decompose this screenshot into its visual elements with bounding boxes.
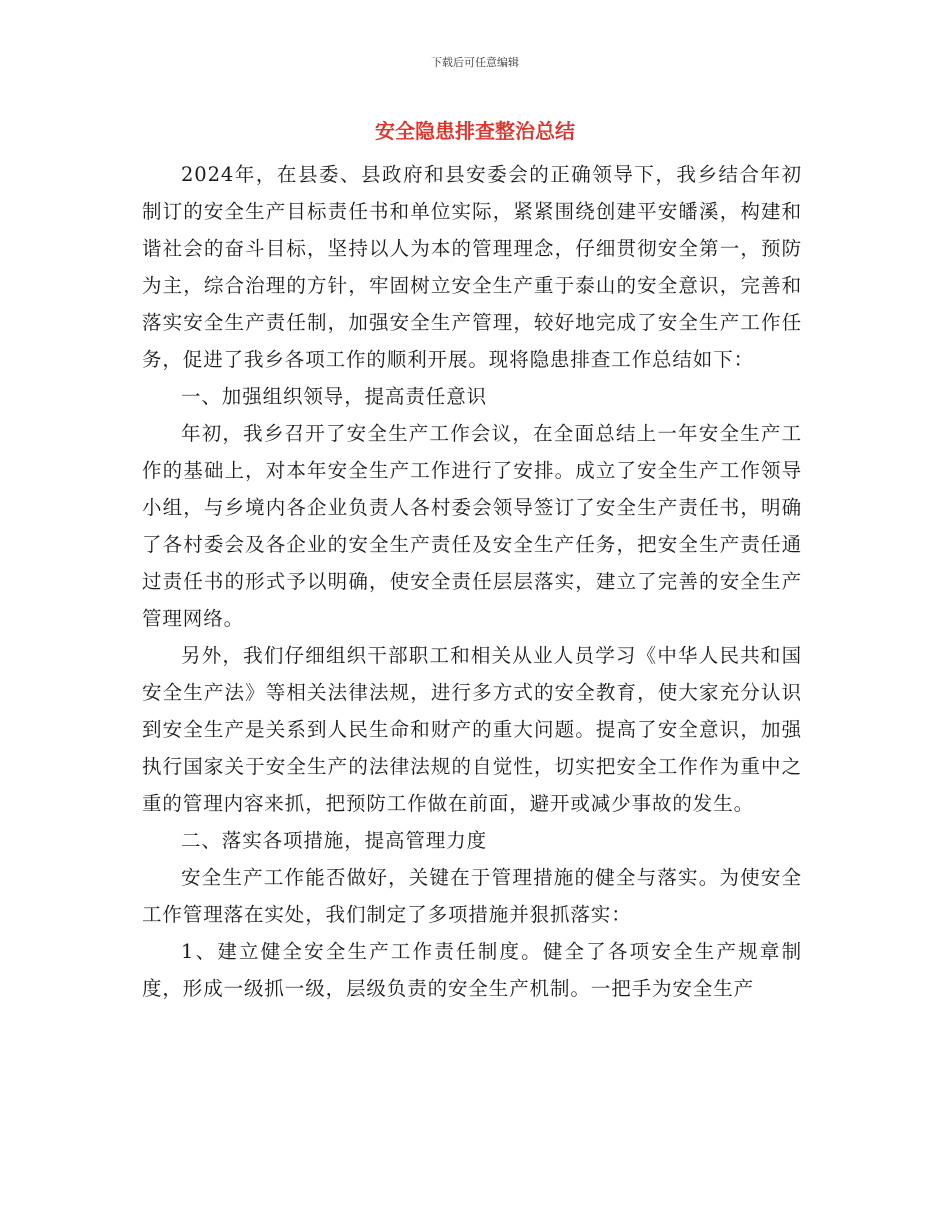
- paragraph-section-1-a: 年初，我乡召开了安全生产工作会议，在全面总结上一年安全生产工作的基础上，对本年安全生产工作进行了安排。成立了安全生产工作领导小组，与乡境内各企业负责人各村委会领导签订了安全生产责任书，明确了各村委会及各企业的安全生产责任及安全生产任务，把安全生产责任通过责任书的形式予以明确，使安全责任层层落实，建立了完善的安全生产管理网络。: [142, 422, 802, 630]
- section-heading-2: 二、落实各项措施，提高管理力度: [181, 829, 488, 852]
- paragraph-section-1-b: 另外，我们仔细组织干部职工和相关从业人员学习《中华人民共和国安全生产法》等相关法律法规，进行多方式的安全教育，使大家充分认识到安全生产是关系到人民生命和财产的重大问题。提高了安全意识，加强执行国家关于安全生产的法律法规的自觉性，切实把安全工作作为重中之重的管理内容来抓，把预防工作做在前面，避开或减少事故的发生。: [142, 644, 802, 815]
- document-body: [142, 156, 802, 1007]
- document-title: 安全隐患排查整治总结: [375, 119, 575, 143]
- paragraph-section-2-item-1: 1、建立健全安全生产工作责任制度。健全了各项安全生产规章制度，形成一级抓一级，层级负责的安全生产机制。一把手为安全生产: [142, 940, 802, 1000]
- header-note: 下载后可任意编辑: [431, 56, 519, 69]
- section-heading-1: 一、加强组织领导，提高责任意识: [181, 385, 488, 408]
- paragraph-section-2-a: 安全生产工作能否做好，关键在于管理措施的健全与落实。为使安全工作管理落在实处，我们制定了多项措施并狠抓落实：: [142, 866, 802, 926]
- paragraph-intro: 2024年，在县委、县政府和县安委会的正确领导下，我乡结合年初制订的安全生产目标责任书和单位实际，紧紧围绕创建平安皤溪，构建和谐社会的奋斗目标，坚持以人为本的管理理念，仔细贯彻安全第一，预防为主，综合治理的方针，牢固树立安全生产重于泰山的安全意识，完善和落实安全生产责任制，加强安全生产管理，较好地完成了安全生产工作任务，促进了我乡各项工作的顺利开展。现将隐患排查工作总结如下：: [142, 163, 802, 371]
